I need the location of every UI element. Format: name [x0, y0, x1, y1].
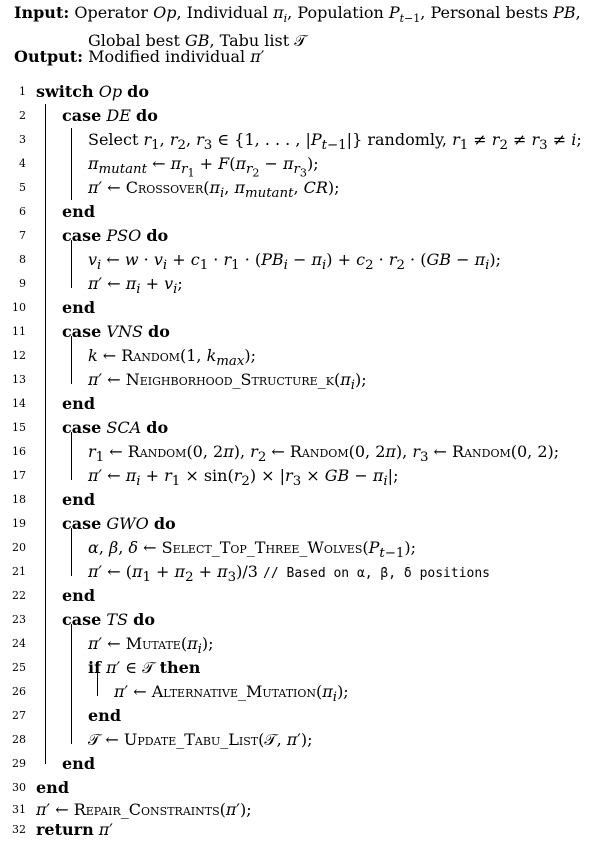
line-number: 30 [12, 781, 26, 794]
line-number: 10 [12, 301, 26, 314]
line-number: 23 [12, 613, 26, 626]
line-number: 27 [12, 709, 26, 722]
line-number: 29 [12, 757, 26, 770]
line-number: 20 [12, 541, 26, 554]
de-block-bar [71, 128, 72, 200]
output-spec [14, 46, 614, 68]
line-number: 17 [12, 469, 26, 482]
line-number: 1 [19, 85, 26, 98]
line-number: 31 [12, 803, 26, 816]
input-text: Operator Op, Individual $\pi_i$, Population $P_{t-1}$, Personal bests PB, Global best GB, Tabu list 𝒯 [74, 3, 581, 51]
line-number: 32 [12, 823, 26, 836]
line-number: 4 [19, 157, 26, 170]
line-number: 7 [19, 229, 26, 242]
line-number: 15 [12, 421, 26, 434]
line-number: 2 [19, 109, 26, 122]
line-number: 6 [19, 205, 26, 218]
line-number: 14 [12, 397, 26, 410]
output-text: Modified individual π′ [88, 47, 265, 66]
line-number: 13 [12, 373, 26, 386]
line-number: 12 [12, 349, 26, 362]
line-number: 11 [12, 325, 26, 338]
line-number: 25 [12, 661, 26, 674]
line-number: 3 [19, 133, 26, 146]
input-spec [14, 2, 609, 52]
input-label: Input: [14, 3, 70, 22]
switch-block-bar [45, 104, 46, 764]
line-number: 28 [12, 733, 26, 746]
line-number: 24 [12, 637, 26, 650]
line-number: 26 [12, 685, 26, 698]
line-number: 19 [12, 517, 26, 530]
ts-block-bar [71, 624, 72, 744]
line-number: 18 [12, 493, 26, 506]
line-number: 22 [12, 589, 26, 602]
line-number: 16 [12, 445, 26, 458]
line-number: 21 [12, 565, 26, 578]
line-number: 8 [19, 253, 26, 266]
line-number: 9 [19, 277, 26, 290]
output-label: Output: [14, 47, 84, 66]
line-number: 5 [19, 181, 26, 194]
